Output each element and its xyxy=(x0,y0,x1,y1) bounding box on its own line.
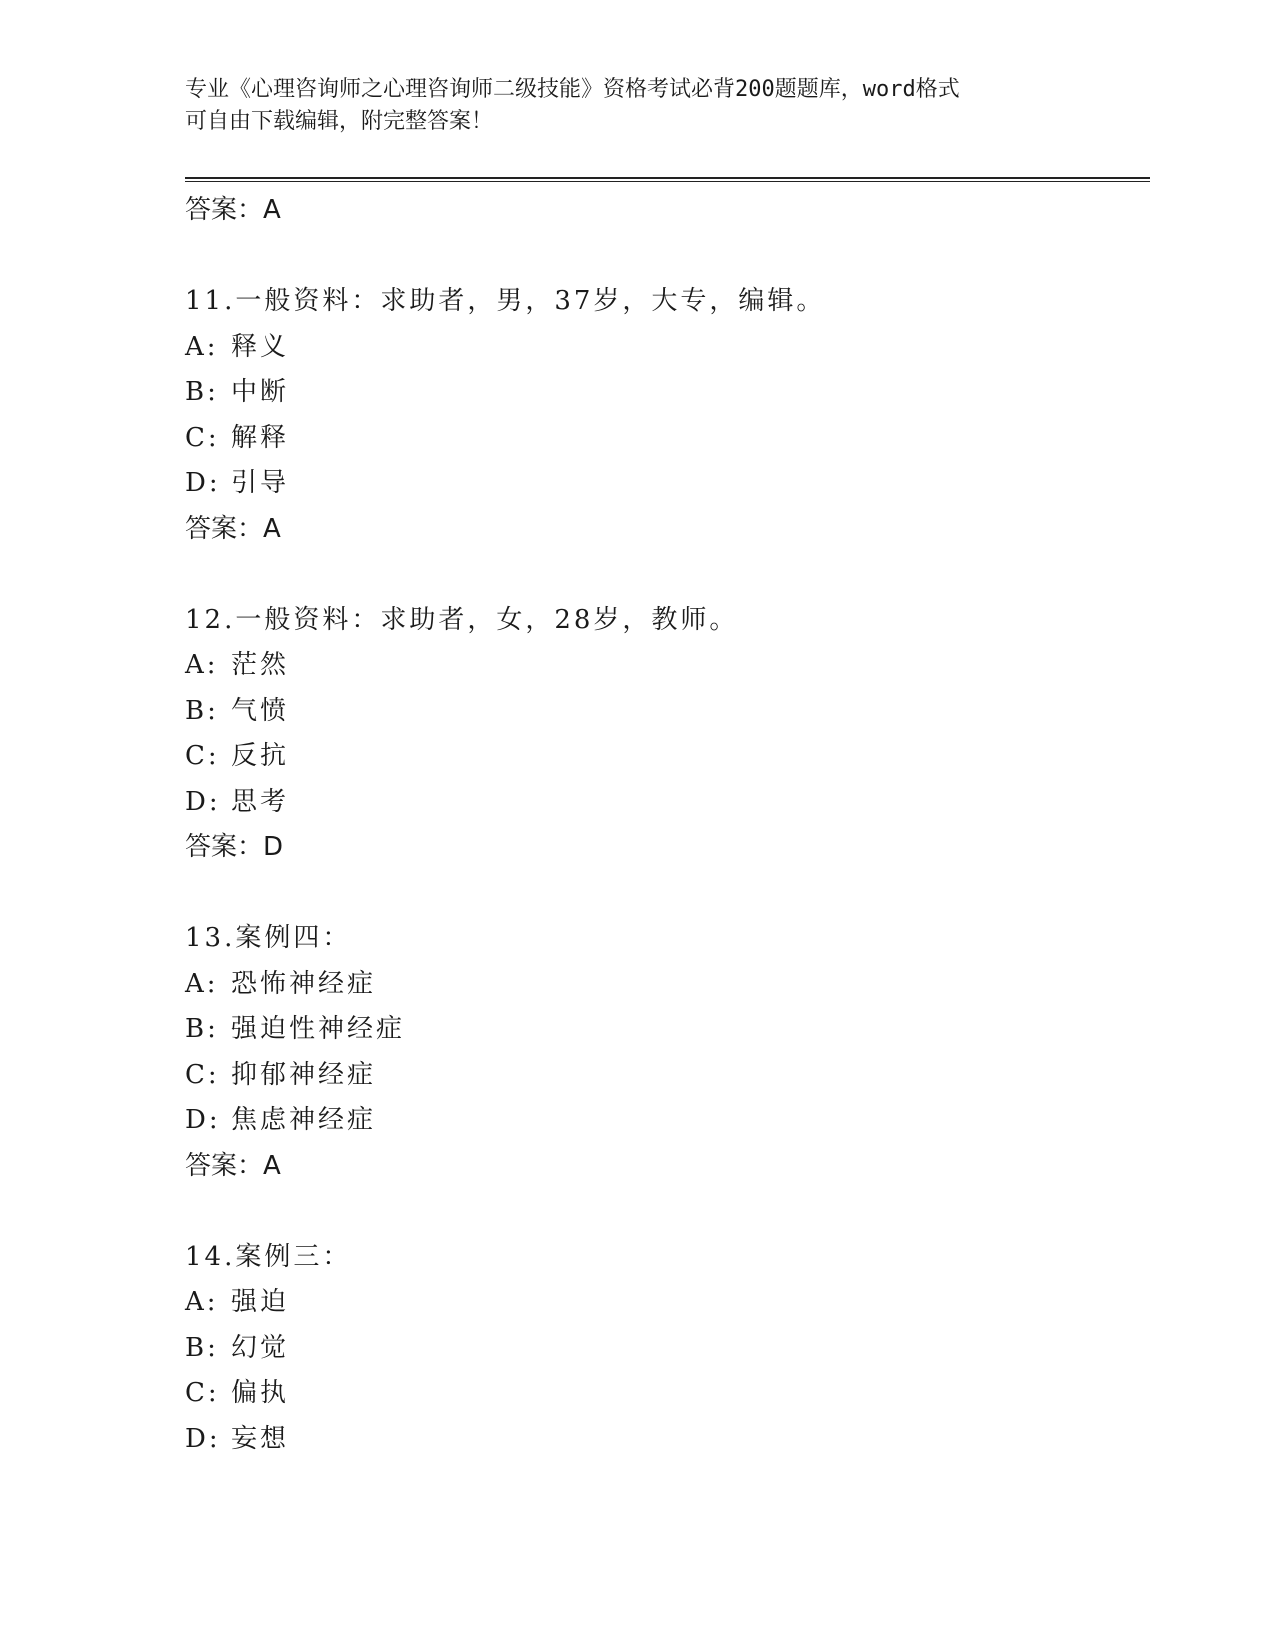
option-b xyxy=(185,689,1085,735)
answer-line: 答案：A xyxy=(185,1150,281,1181)
previous-answer: 答案：A xyxy=(185,195,281,225)
option-text: 气愤 xyxy=(231,695,290,726)
option-c xyxy=(185,734,1085,780)
option-text: 强迫性神经症 xyxy=(231,1014,406,1044)
question-title: 12.一般资料：求助者，女，28岁，教师。 xyxy=(185,604,739,635)
option-text: 中断 xyxy=(231,377,290,407)
option-key: D: xyxy=(185,1423,221,1454)
option-d xyxy=(185,780,1085,826)
answer-line: 答案：A xyxy=(185,513,281,544)
option-a xyxy=(185,325,1085,371)
option-text: 释义 xyxy=(231,331,290,362)
option-c xyxy=(185,1371,1085,1417)
option-text: 引导 xyxy=(231,468,290,498)
option-a xyxy=(185,1280,1085,1326)
header-line-1: 专业《心理咨询师之心理咨询师二级技能》资格考试必背200题题库，word格式 xyxy=(185,77,960,102)
option-key: C: xyxy=(185,1059,220,1090)
option-key: B: xyxy=(185,377,219,407)
question-title: 13.案例四： xyxy=(185,923,352,953)
option-b xyxy=(185,1007,1085,1053)
option-text: 解释 xyxy=(231,422,290,453)
option-text: 强迫 xyxy=(231,1287,290,1317)
answer-line: 答案：D xyxy=(185,832,284,862)
option-b xyxy=(185,1326,1085,1372)
option-b xyxy=(185,370,1085,416)
option-text: 茫然 xyxy=(231,650,290,680)
option-text: 幻觉 xyxy=(231,1332,290,1363)
header-rule-thin xyxy=(185,181,1150,182)
question-title: 11.一般资料：求助者，男，37岁，大专，编辑。 xyxy=(185,286,826,316)
option-key: A: xyxy=(185,331,219,362)
option-text: 妄想 xyxy=(231,1423,290,1454)
option-key: A: xyxy=(185,1287,219,1317)
header-rule-thick xyxy=(185,177,1150,179)
question-list xyxy=(185,188,1085,1462)
option-c xyxy=(185,416,1085,462)
question-13 xyxy=(185,916,1085,1189)
option-key: C: xyxy=(185,1378,220,1408)
option-key: C: xyxy=(185,422,220,453)
option-key: D: xyxy=(185,1105,221,1135)
question-12 xyxy=(185,598,1085,871)
header-line-2: 可自由下载编辑，附完整答案！ xyxy=(185,109,494,134)
option-d xyxy=(185,1098,1085,1144)
option-key: D: xyxy=(185,786,221,817)
option-key: D: xyxy=(185,468,221,498)
option-key: B: xyxy=(185,695,219,726)
option-a xyxy=(185,962,1085,1008)
option-text: 焦虑神经症 xyxy=(231,1105,377,1135)
option-key: C: xyxy=(185,741,220,771)
option-text: 思考 xyxy=(231,786,290,817)
document-header xyxy=(185,74,1065,138)
option-c xyxy=(185,1053,1085,1099)
question-11 xyxy=(185,279,1085,552)
option-key: B: xyxy=(185,1332,219,1363)
option-a xyxy=(185,643,1085,689)
option-key: B: xyxy=(185,1014,219,1044)
question-title: 14.案例三： xyxy=(185,1241,352,1272)
option-text: 抑郁神经症 xyxy=(231,1059,377,1090)
option-key: A: xyxy=(185,968,219,999)
option-d xyxy=(185,461,1085,507)
option-text: 偏执 xyxy=(231,1378,290,1408)
option-text: 反抗 xyxy=(231,741,290,771)
option-d xyxy=(185,1417,1085,1463)
question-14 xyxy=(185,1235,1085,1463)
option-text: 恐怖神经症 xyxy=(231,968,377,999)
option-key: A: xyxy=(185,650,219,680)
